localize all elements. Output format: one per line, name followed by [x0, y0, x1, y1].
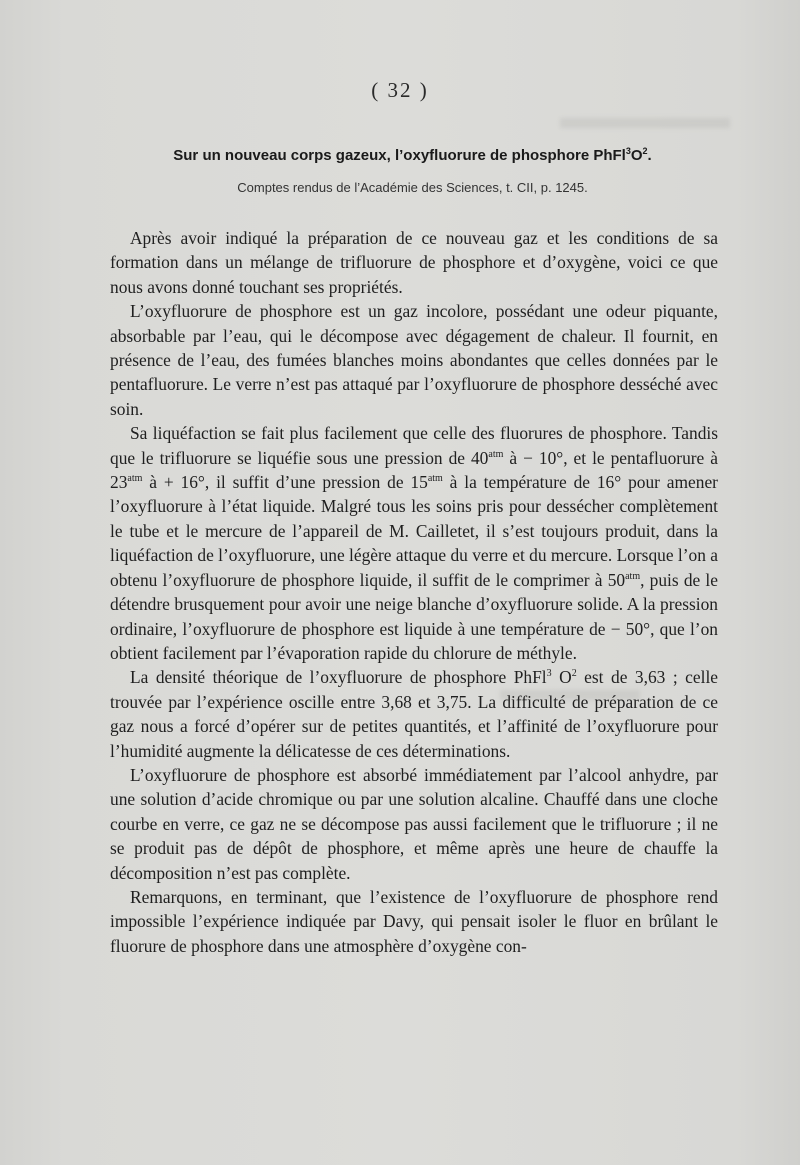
paragraph-text: Sa liquéfaction se fait plus facilement que celle des fluorures de phosphore. Tandis que le trifluorure se liquéfie sous une pression de 40 [110, 423, 718, 468]
paragraph-text: à la température de 16° pour amener l’oxyfluorure à l’état liquide. Malgré tous les soins pris pour dessécher complètement le tube et le mercure de l’appareil de M. Cailletet, il s’est toujours produit, dans la liquéfaction de l’oxyfluorure, une légère attaque du verre et du mercure. Lorsque l’on a obtenu l’oxyfluorure de phosphore liquide, il suffit de le comprimer à 50 [110, 472, 718, 590]
superscript: atm [625, 570, 641, 582]
paragraph-text: est de 3,63 ; celle trouvée par l’expérience oscille entre 3,68 et 3,75. La difficulté de préparation de ce gaz nous a forcé d’opérer sur de petites quantités, et l’affinité de l’oxyfluorure pour l’humidité augmente la délicatesse de ces déterminations. [110, 667, 718, 761]
superscript: atm [127, 473, 143, 485]
title-superscript: 2 [642, 146, 648, 156]
paragraph-text: Remarquons, en terminant, que l’existence de l’oxyfluorure de phosphore rend impossible l’expérience indiquée par Davy, qui pensait isoler le fluor en brûlant le fluorure de phosphore dans une atmosphère d’oxygène con- [110, 886, 718, 956]
paragraph-text: à + 16°, il suffit d’une pression de 15 [142, 472, 428, 493]
superscript: atm [427, 473, 443, 485]
show-through-mark [560, 118, 730, 128]
article-title [100, 146, 725, 164]
title-text: Sur un nouveau corps gazeux, l’oxyfluorure de phosphore PhFl [173, 147, 626, 164]
title-text-tail: O [630, 147, 643, 164]
superscript: atm [488, 448, 504, 460]
paragraph [110, 665, 718, 763]
paragraph [110, 885, 718, 958]
page-number: ( 32 ) [371, 78, 429, 102]
paragraph [110, 421, 718, 665]
superscript: 2 [571, 668, 577, 680]
paragraph [110, 763, 718, 885]
paragraph-text: La densité théorique de l’oxyfluorure de phosphore PhFl [130, 667, 547, 688]
title-superscript: 3 [625, 146, 631, 156]
paragraph-text: à − 10°, et le pentafluorure à 23 [110, 447, 718, 493]
paragraph-text: Après avoir indiqué la préparation de ce nouveau gaz et les conditions de sa formation dans un mélange de trifluorure de phosphore et d’oxygène, voici ce que nous avons donné touchant ses propriétés. [110, 228, 718, 297]
paragraph-text: L’oxyfluorure de phosphore est absorbé immédiatement par l’alcool anhydre, par une solution d’acide chromique ou par une solution alcaline. Chauffé dans une cloche courbe en verre, ce gaz ne se décompose pas aussi facilement que le trifluorure ; il ne se produit pas de dépôt de phosphore, et même après une heure de chauffe la décomposition n’est pas complète. [110, 764, 718, 883]
paragraph [110, 299, 718, 421]
paragraph [110, 226, 718, 299]
superscript: 3 [546, 668, 552, 680]
paragraph-text: O [551, 667, 572, 688]
source-citation: Comptes rendus de l’Académie des Sciences, t. CII, p. 1245. [237, 180, 588, 195]
paragraph-text: L’oxyfluorure de phosphore est un gaz incolore, possédant une odeur piquante, absorbable par l’eau, qui le décompose avec dégagement de chaleur. Il fournit, en présence de l’eau, des fumées blanches moins abondantes que celles données par le pentafluorure. Le verre n’est pas attaqué par l’oxyfluorure de phosphore desséché avec soin. [110, 301, 718, 419]
paragraph-text: , puis de le détendre brusquement pour avoir une neige blanche d’oxyfluorure solide. A la pression ordinaire, l’oxyfluorure de phosphore est liquide à une température de − 50°, que l’on obtient facilement par l’évaporation rapide du chlorure de méthyle. [110, 569, 718, 663]
title-end: . [647, 147, 652, 164]
article-body [110, 226, 718, 958]
